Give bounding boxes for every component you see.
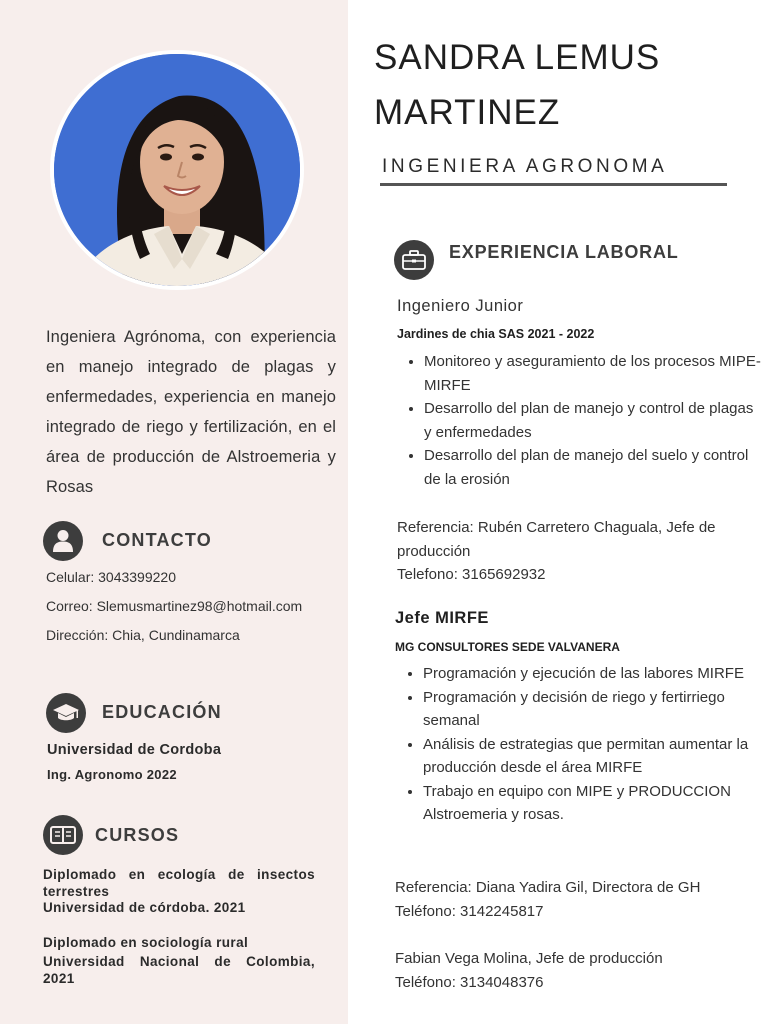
book-icon xyxy=(43,815,83,855)
left-column xyxy=(0,0,348,1024)
job2-reference-1-phone: Teléfono: 3142245817 xyxy=(395,903,544,920)
job2-reference-1: Referencia: Diana Yadira Gil, Directora de GH xyxy=(395,879,701,896)
list-item: • Trabajo en equipo con MIPE y PRODUCCION Alstroemeria y rosas. xyxy=(423,780,768,827)
experience-title: EXPERIENCIA LABORAL xyxy=(449,242,679,262)
list-item: • Monitoreo y aseguramiento de los procesos MIPE-MIRFE xyxy=(424,350,764,397)
education-school: Universidad de Cordoba xyxy=(47,742,222,758)
contact-address: Dirección: Chia, Cundinamarca xyxy=(46,627,240,643)
job1-reference-phone: Telefono: 3165692932 xyxy=(397,566,546,583)
contact-title: CONTACTO xyxy=(102,530,212,550)
job2-reference-2-phone: Teléfono: 3134048376 xyxy=(395,974,544,991)
list-item: • Análisis de estrategias que permitan aumentar la producción desde el área MIRFE xyxy=(423,733,768,780)
job2-title: Jefe MIRFE xyxy=(395,609,489,627)
job1-title: Ingeniero Junior xyxy=(397,297,524,315)
job1-reference: Referencia: Rubén Carretero Chaguala, Jefe de producción xyxy=(397,519,716,560)
list-item: • Programación y decisión de riego y fertirriego semanal xyxy=(423,686,768,733)
name-line-1: SANDRA LEMUS xyxy=(374,38,661,77)
list-item: • Desarrollo del plan de manejo y control de plagas y enfermedades xyxy=(424,397,764,444)
course1-institution: Universidad de córdoba. 2021 xyxy=(43,900,246,915)
course1-title: Diplomado en ecología de insectos terrestres xyxy=(43,867,315,899)
job1-company: Jardines de chia SAS 2021 - 2022 xyxy=(397,327,595,341)
job2-reference-2: Fabian Vega Molina, Jefe de producción xyxy=(395,950,663,967)
education-degree: Ing. Agronomo 2022 xyxy=(47,767,177,782)
job-role: INGENIERA AGRONOMA xyxy=(382,156,668,177)
profile-photo xyxy=(50,50,304,290)
person-name xyxy=(374,30,660,140)
list-item: • Desarrollo del plan de manejo del suelo y control de la erosión xyxy=(424,444,764,491)
user-icon xyxy=(43,521,83,561)
contact-phone: Celular: 3043399220 xyxy=(46,569,176,585)
job2-company: MG CONSULTORES SEDE VALVANERA xyxy=(395,640,620,654)
name-line-2: MARTINEZ xyxy=(374,93,561,132)
role-divider xyxy=(380,183,727,186)
portrait-illustration xyxy=(54,54,304,290)
graduation-cap-icon xyxy=(46,693,86,733)
course2-institution: Universidad Nacional de Colombia, 2021 xyxy=(43,954,315,986)
contact-email: Correo: Slemusmartinez98@hotmail.com xyxy=(46,598,303,614)
job2-duties xyxy=(397,662,768,827)
courses-title: CURSOS xyxy=(95,825,180,845)
course2-title: Diplomado en sociología rural xyxy=(43,935,249,950)
briefcase-icon xyxy=(394,240,434,280)
education-title: EDUCACIÓN xyxy=(102,702,222,722)
list-item: • Programación y ejecución de las labores MIRFE xyxy=(423,662,768,686)
profile-summary: Ingeniera Agrónoma, con experiencia en manejo integrado de plagas y enfermedades, experiencia en manejo integrado de riego y fertilización, en el área de producción de Alstroemeria y Rosas xyxy=(46,328,336,496)
job1-duties xyxy=(398,350,764,491)
